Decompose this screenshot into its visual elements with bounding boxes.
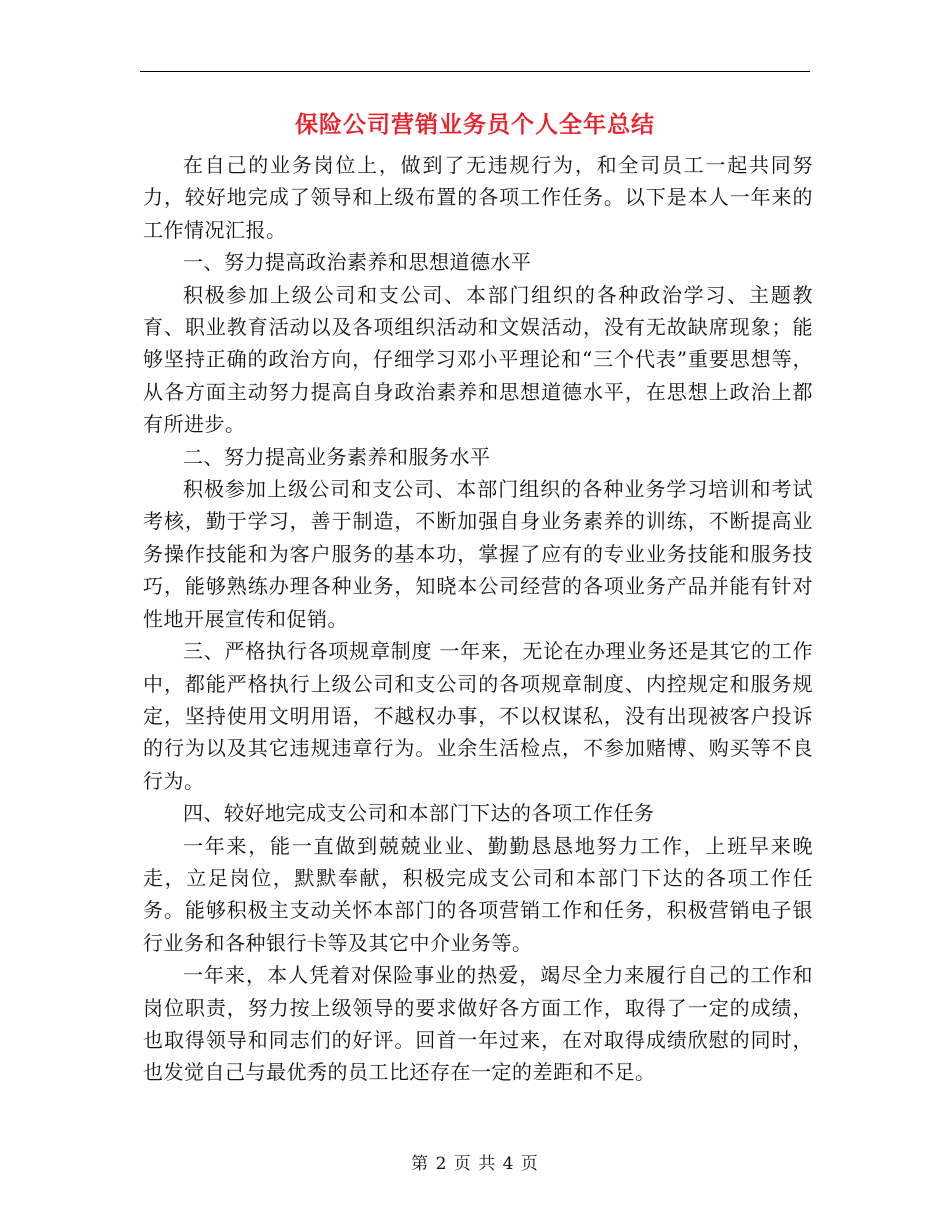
document-title: 保险公司营销业务员个人全年总结	[295, 112, 655, 138]
paragraph-section-2: 积极参加上级公司和支公司、本部门组织的各种业务学习培训和考试考核，勤于学习，善于制造，不断加强自身业务素养的训练，不断提高业务操作技能和为客户服务的基本功，掌握了应有的专业业务技能和服务技巧，能够熟练办理各种业务，知晓本公司经营的各项业务产品并能有针对性地开展宣传和促销。	[143, 477, 813, 631]
section-heading-4: 四、较好地完成支公司和本部门下达的各项工作任务	[183, 801, 655, 826]
section-heading-2: 二、努力提高业务素养和服务水平	[183, 444, 491, 469]
paragraph-intro: 在自己的业务岗位上，做到了无违规行为，和全司员工一起共同努力，较好地完成了领导和上级布置的各项工作任务。以下是本人一年来的工作情况汇报。	[143, 153, 813, 242]
paragraph-section-3: 三、严格执行各项规章制度 一年来，无论在办理业务还是其它的工作中，都能严格执行上级公司和支公司的各项规章制度、内控规定和服务规定，坚持使用文明用语，不越权办事，不以权谋私，没有出现被客户投诉的行为以及其它违规违章行为。业余生活检点，不参加赌博、购买等不良行为。	[143, 639, 813, 793]
paragraph-section-4: 一年来，能一直做到兢兢业业、勤勤恳恳地努力工作，上班早来晚走，立足岗位，默默奉献，积极完成支公司和本部门下达的各项工作任务。能够积极主支动关怀本部门的各项营销工作和任务，积极营销电子银行业务和各种银行卡等及其它中介业务等。	[143, 833, 813, 955]
section-heading-1: 一、努力提高政治素养和思想道德水平	[183, 250, 532, 275]
header-rule	[140, 71, 810, 72]
paragraph-section-1: 积极参加上级公司和支公司、本部门组织的各种政治学习、主题教育、职业教育活动以及各项组织活动和文娱活动，没有无故缺席现象；能够坚持正确的政治方向，仔细学习邓小平理论和“三个代表”重要思想等，从各方面主动努力提高自身政治素养和思想道德水平，在思想上政治上都有所进步。	[143, 282, 813, 437]
page-number-footer: 第 2 页 共 4 页	[411, 1154, 539, 1174]
paragraph-conclusion: 一年来，本人凭着对保险事业的热爱，竭尽全力来履行自己的工作和岗位职责，努力按上级领导的要求做好各方面工作，取得了一定的成绩，也取得领导和同志们的好评。回首一年过来，在对取得成绩欣慰的同时，也发觉自己与最优秀的员工比还存在一定的差距和不足。	[143, 963, 813, 1085]
document-body	[143, 149, 813, 1089]
